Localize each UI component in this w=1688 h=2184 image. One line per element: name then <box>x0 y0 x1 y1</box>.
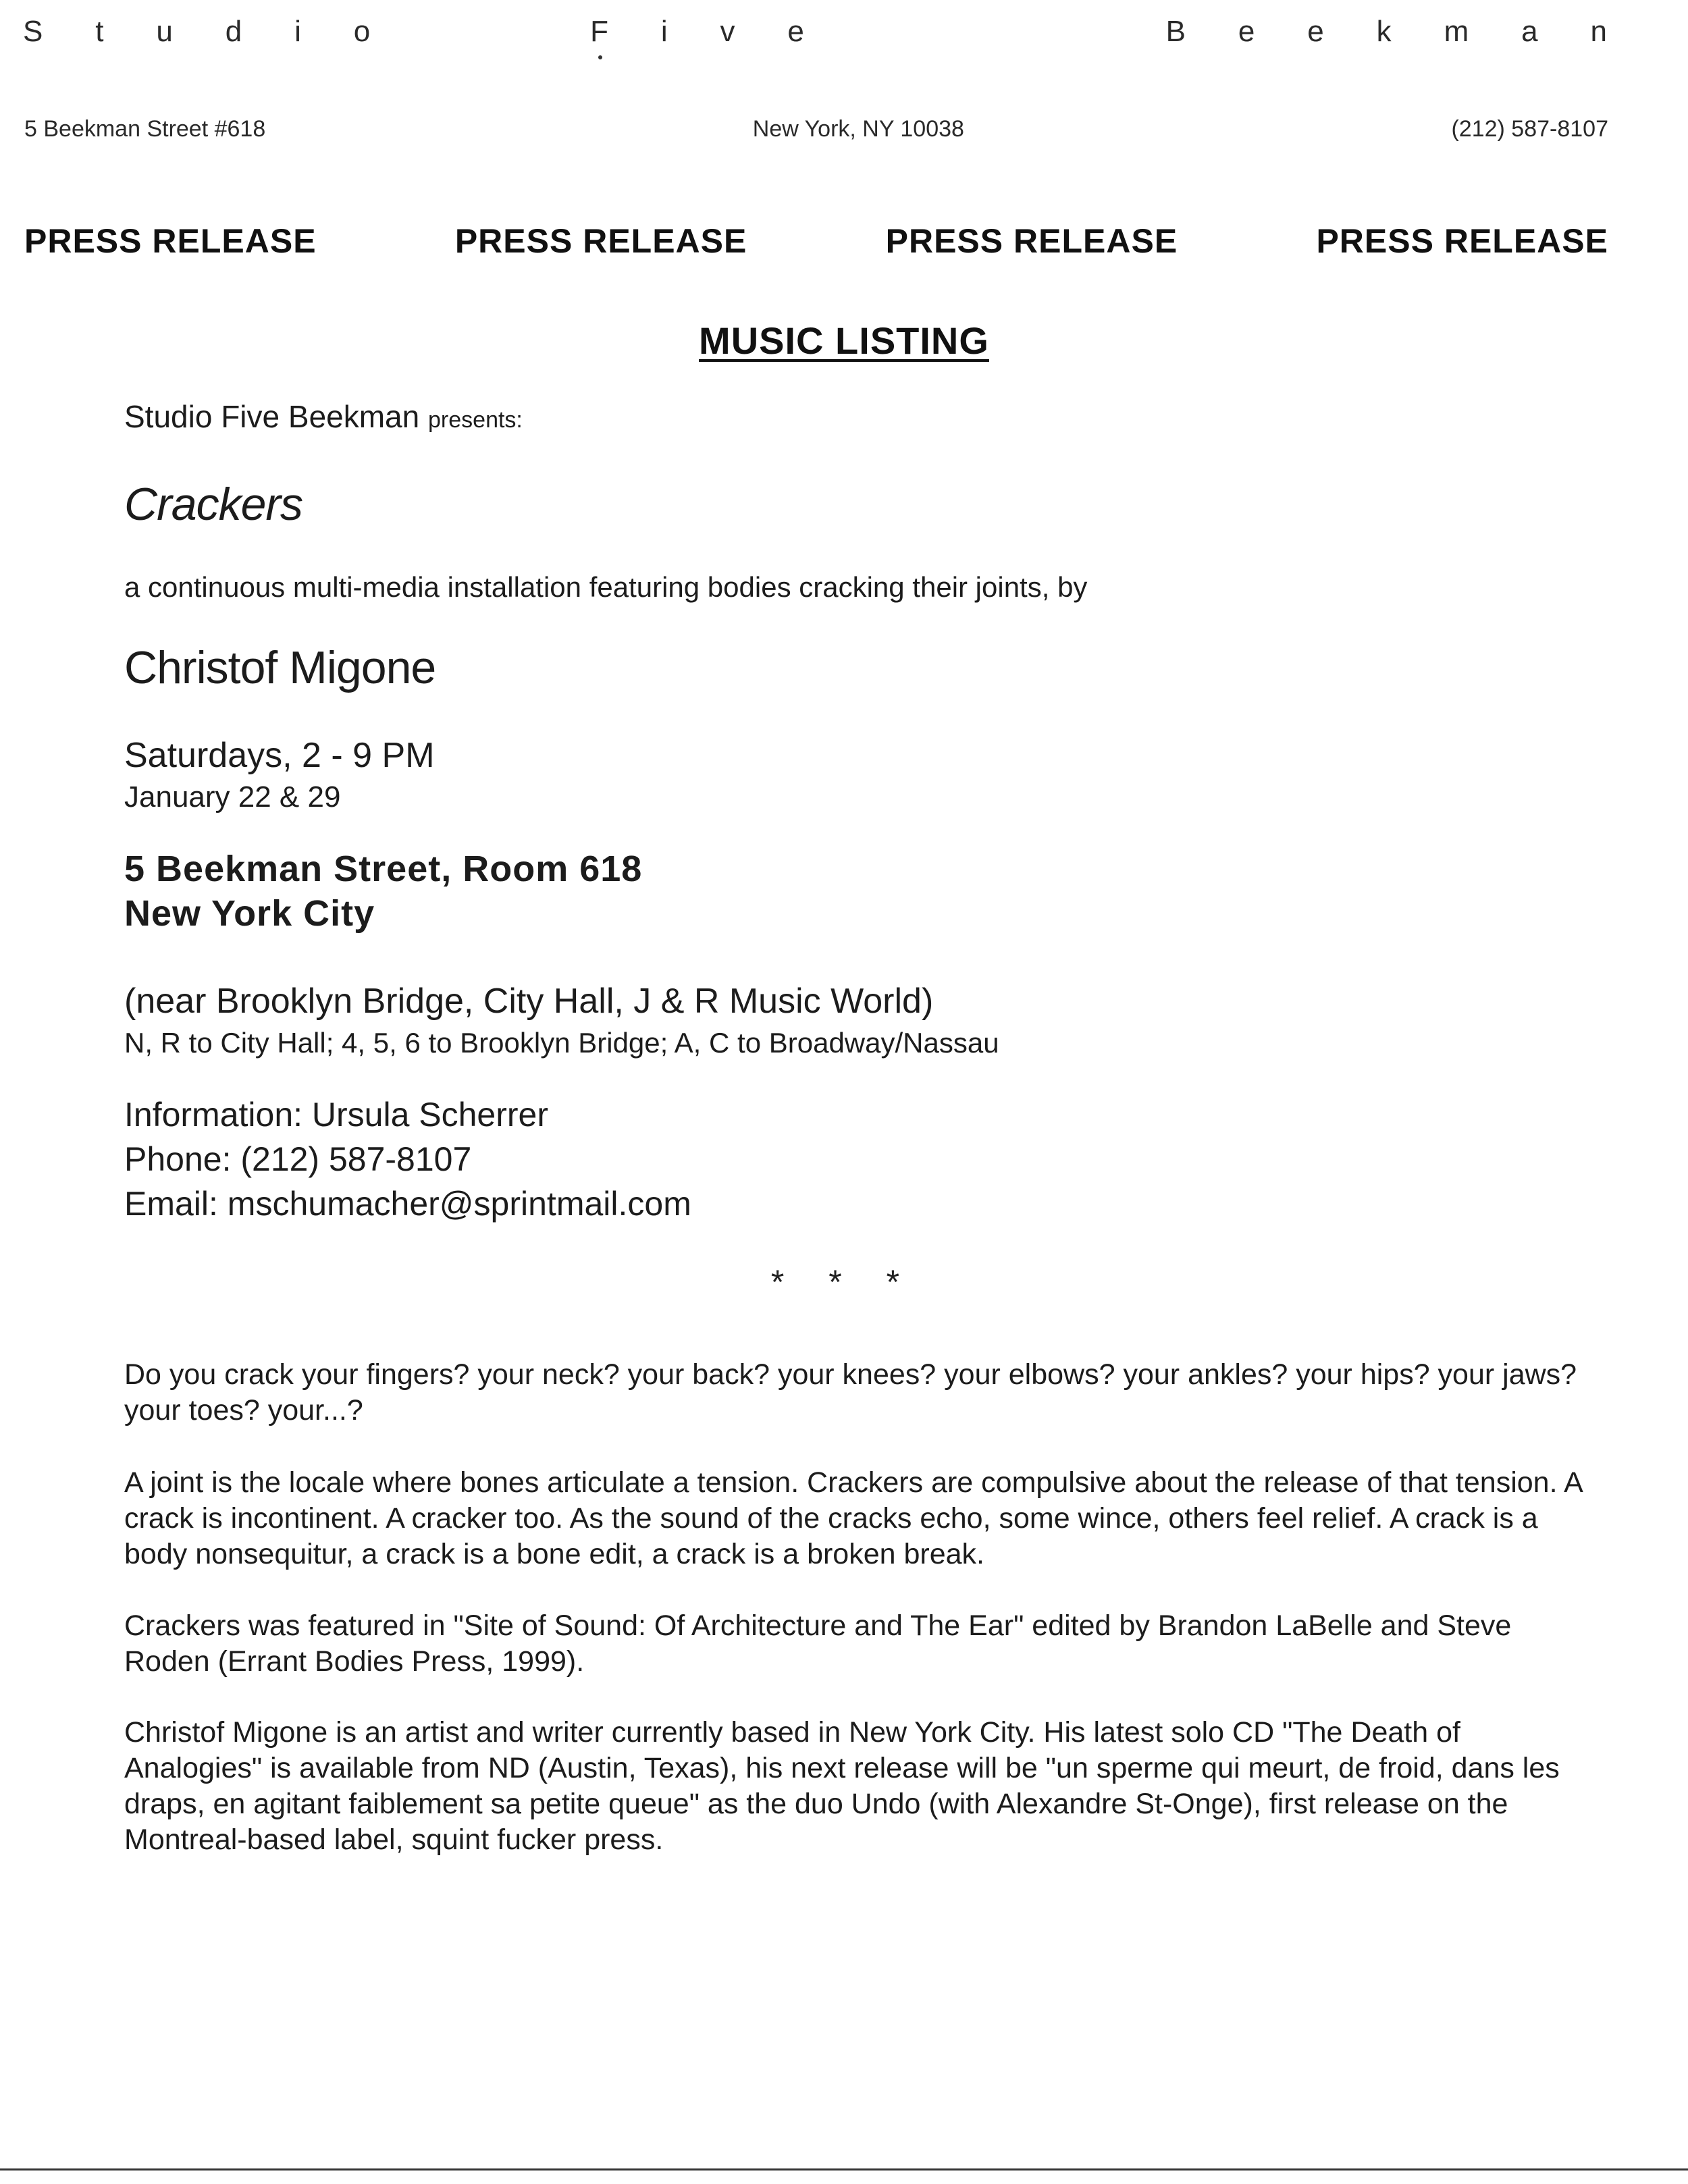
contact-phone: Phone: (212) 587-8107 <box>124 1140 472 1178</box>
press-release-label: PRESS RELEASE <box>1316 222 1608 260</box>
letterhead-letter: u <box>156 15 173 48</box>
presenter-name: Studio Five Beekman <box>124 399 420 434</box>
letterhead-letter: F <box>590 15 608 48</box>
letterhead-letter: i <box>660 15 668 48</box>
contact-person: Information: Ursula Scherrer <box>124 1096 549 1134</box>
event-title: Crackers <box>124 479 303 530</box>
schedule-dates: January 22 & 29 <box>124 780 341 814</box>
press-release-label: PRESS RELEASE <box>454 222 747 260</box>
letterhead-spacer <box>423 15 537 49</box>
letterhead-spacer <box>857 15 1113 49</box>
contact-email[interactable]: Email: mschumacher@sprintmail.com <box>124 1185 691 1223</box>
schedule-days: Saturdays, 2 - 9 PM <box>124 736 435 775</box>
venue-line-1: 5 Beekman Street, Room 618 <box>124 849 643 889</box>
letterhead-letter: o <box>353 15 371 48</box>
letterhead-letter: d <box>225 15 242 48</box>
contact-info <box>124 1092 691 1226</box>
press-release-label: PRESS RELEASE <box>24 222 317 260</box>
letterhead-letter: e <box>787 15 804 48</box>
letterhead-letter: n <box>1590 15 1607 48</box>
letterhead-letter: e <box>1238 15 1255 48</box>
event-schedule <box>124 735 435 818</box>
section-separator: * * * <box>770 1263 918 1301</box>
letterhead-letter: v <box>720 15 735 48</box>
artist-name: Christof Migone <box>124 642 436 693</box>
letterhead-letter: i <box>294 15 301 48</box>
venue-address <box>124 847 642 936</box>
letterhead-letter: a <box>1521 15 1538 48</box>
page-bottom-edge <box>0 2168 1688 2170</box>
body-paragraph: Christof Migone is an artist and writer currently based in New York City. His latest solo CD "The Death of Analogies" is available from ND (Austin, Texas), his next release will be "un sperme qui meurt, de froid, dans les draps, en agitant faiblement sa petite queue" as the duo Undo (with Alexandre St-Onge), first release on the Montreal-based label, squint fucker press. <box>124 1716 1560 1856</box>
presenter-line <box>124 398 523 435</box>
letterhead-letter: t <box>95 15 104 48</box>
body-paragraph: Crackers was featured in "Site of Sound: Of Architecture and The Ear" edited by Brandon LaBelle and Steve Roden (Errant Bodies Press, 1999). <box>124 1609 1512 1678</box>
page-heading: MUSIC LISTING <box>699 319 989 362</box>
subway-directions: N, R to City Hall; 4, 5, 6 to Brooklyn Bridge; A, C to Broadway/Nassau <box>124 1027 999 1059</box>
presenter-verb: presents: <box>428 407 523 433</box>
venue-line-2: New York City <box>124 893 375 934</box>
letterhead-phone: (212) 587-8107 <box>1451 116 1608 142</box>
city-address: New York, NY 10038 <box>752 116 964 142</box>
letterhead-letter: B <box>1165 15 1186 48</box>
body-paragraph: Do you crack your fingers? your neck? your back? your knees? your elbows? your ankles? your hips? your jaws? your toes? your...? <box>124 1358 1577 1427</box>
letterhead-dot <box>598 55 602 59</box>
body-paragraph: A joint is the locale where bones articulate a tension. Crackers are compulsive about the release of that tension. A crack is incontinent. A cracker too. As the sound of the cracks echo, some wince, others feel relief. A crack is a body nonsequitur, a crack is a bone edit, a crack is a broken break. <box>124 1466 1582 1570</box>
nearby-landmarks: (near Brooklyn Bridge, City Hall, J & R Music World) <box>124 982 934 1021</box>
press-release-banner <box>24 221 1608 261</box>
street-address: 5 Beekman Street #618 <box>24 116 266 142</box>
letterhead-name <box>23 15 1607 49</box>
event-description: a continuous multi-media installation featuring bodies cracking their joints, by <box>124 571 1088 603</box>
directions <box>124 980 999 1064</box>
letterhead-letter: S <box>23 15 43 48</box>
letterhead-address <box>24 116 1608 142</box>
press-release-label: PRESS RELEASE <box>885 222 1178 260</box>
letterhead-letter: e <box>1307 15 1324 48</box>
letterhead-letter: k <box>1376 15 1392 48</box>
letterhead-letter: m <box>1444 15 1469 48</box>
